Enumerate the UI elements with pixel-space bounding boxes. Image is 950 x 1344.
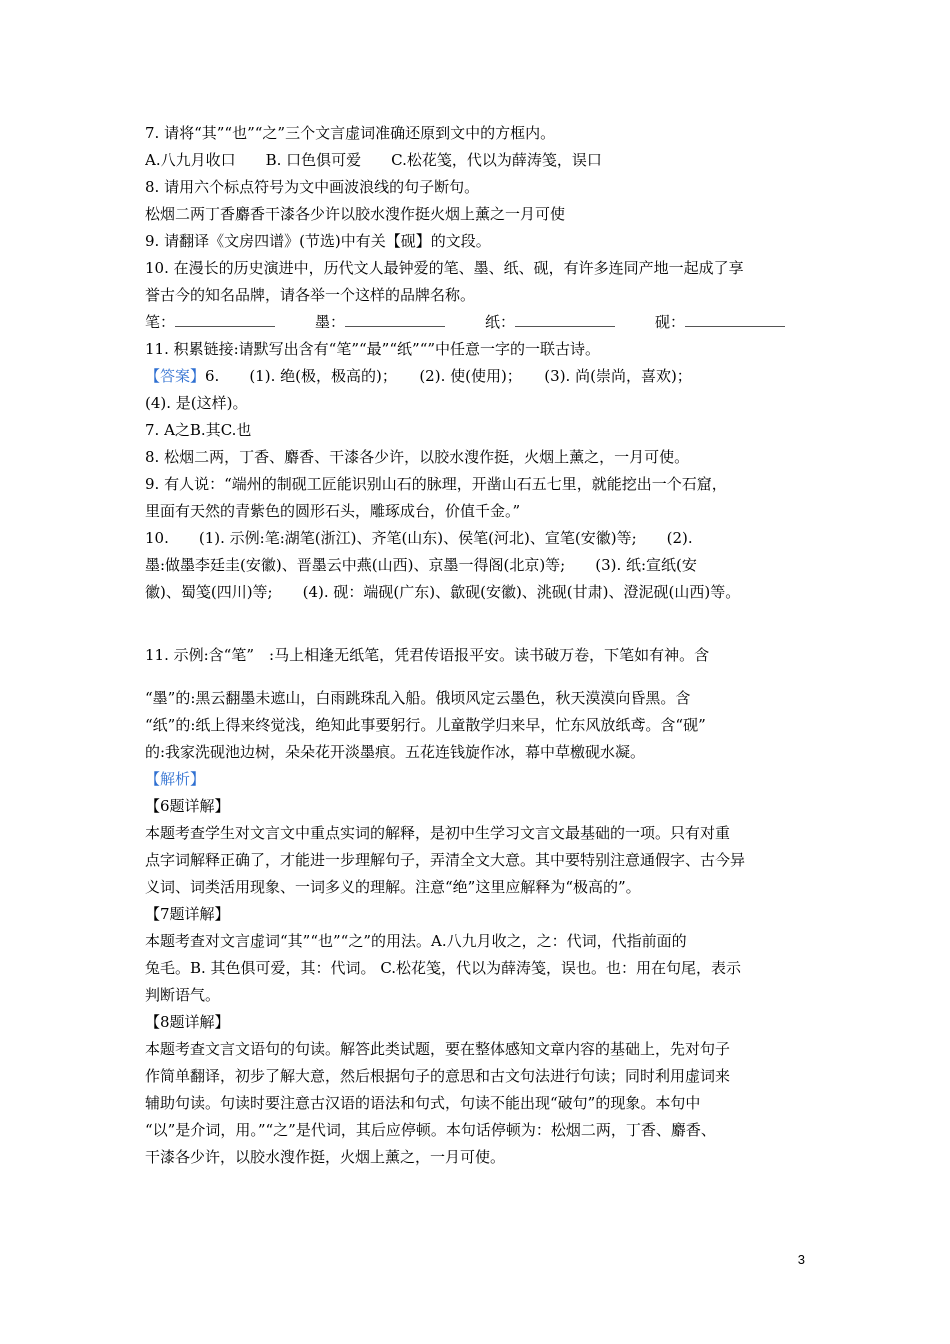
spacer: [145, 669, 820, 685]
blank-zhi: [515, 312, 615, 327]
fill-label-yan: 砚：: [655, 313, 686, 331]
answer-9-line-1: 9. 有人说：“端州的制砚工匠能识别山石的脉理，开凿山石五七里，就能挖出一个石窟，: [145, 475, 727, 493]
answer-11-line-1: 11. 示例:含“笔” :马上相逢无纸笔，凭君传语报平安。读书破万卷，下笔如有神。含: [145, 646, 710, 664]
detail-6-line-1: 本题考查学生对文言文中重点实词的解释，是初中生学习文言文最基础的一项。只有对重: [145, 824, 731, 842]
detail-8-line-2: 作简单翻译，初步了解大意，然后根据句子的意思和古文句法进行句读；同时利用虚词来: [145, 1067, 731, 1085]
question-9: 9. 请翻译《文房四谱》(节选)中有关【砚】的文段。: [145, 232, 491, 250]
detail-8-line-5: 干漆各少许，以胶水溲作挺，火烟上薰之，一月可使。: [145, 1148, 506, 1166]
answer-11-line-3: “纸”的:纸上得来终觉浅，绝知此事要躬行。儿童散学归来早，忙东风放纸鸢。含“砚”: [145, 716, 706, 734]
spacer: [145, 606, 820, 642]
answer-6-line-1: [145, 363, 820, 390]
answer-10-line-1: 10. (1). 示例:笔:湖笔(浙江)、齐笔(山东)、侯笔(河北)、宣笔(安徽)等; (2).: [145, 529, 693, 547]
answer-label: 【答案】: [145, 367, 206, 385]
question-10-line-2: 誉古今的知名品牌，请各举一个这样的品牌名称。: [145, 286, 476, 304]
answer-9-line-2: 里面有天然的青紫色的圆形石头，雕琢成台，价值千金。”: [145, 502, 521, 520]
question-7-options: A.八九月收口 B. 口色俱可爱 C.松花笺，代以为薛涛笺，误口: [145, 151, 602, 169]
answer-10-line-2: 墨:做墨李廷圭(安徽)、晋墨云中燕(山西)、京墨一得阁(北京)等; (3). 纸:宣纸(安: [145, 556, 697, 574]
fill-label-zhi: 纸：: [485, 313, 516, 331]
answer-11-line-4: 的:我家洗砚池边树，朵朵花开淡墨痕。五花连钱旋作冰，幕中草檄砚水凝。: [145, 743, 646, 761]
question-8: 8. 请用六个标点符号为文中画波浪线的句子断句。: [145, 178, 480, 196]
detail-7-line-1: 本题考查对文言虚词“其”“也”“之”的用法。A.八九月收之，之：代词，代指前面的: [145, 932, 687, 950]
answer-6-text: 6. (1). 绝(极，极高的)； (2). 使(使用)； (3). 尚(崇尚，喜欢)；: [205, 367, 692, 385]
blank-yan: [685, 312, 785, 327]
answer-10-line-3: 徽)、蜀笺(四川)等; (4). 砚：端砚(广东)、歙砚(安徽)、洮砚(甘肃)、澄泥砚(山西)等。: [145, 583, 741, 601]
analysis-label: 【解析】: [145, 770, 206, 788]
fill-blanks-row: [145, 309, 820, 336]
answer-7: 7. A之B.其C.也: [145, 421, 252, 439]
fill-label-mo: 墨：: [315, 313, 346, 331]
question-10-line-1: 10. 在漫长的历史演进中，历代文人最钟爱的笔、墨、纸、砚，有许多连同产地一起成了享: [145, 259, 744, 277]
blank-mo: [345, 312, 445, 327]
detail-8-heading: 【8题详解】: [145, 1013, 230, 1031]
detail-7-heading: 【7题详解】: [145, 905, 230, 923]
detail-7-line-3: 判断语气。: [145, 986, 221, 1004]
detail-6-heading: 【6题详解】: [145, 797, 230, 815]
answer-6-line-2: (4). 是(这样)。: [145, 394, 248, 412]
fill-label-bi: 笔：: [145, 313, 176, 331]
detail-6-line-3: 义词、词类活用现象、一词多义的理解。注意“绝”这里应解释为“极高的”。: [145, 878, 641, 896]
blank-bi: [175, 312, 275, 327]
document-body: [145, 120, 820, 1171]
detail-8-line-1: 本题考查文言文语句的句读。解答此类试题，要在整体感知文章内容的基础上，先对句子: [145, 1040, 731, 1058]
page-number: 3: [797, 1252, 805, 1267]
detail-6-line-2: 点字词解释正确了，才能进一步理解句子，弄清全文大意。其中要特别注意通假字、古今异: [145, 851, 746, 869]
detail-8-line-4: “以”是介词，用。”“之”是代词，其后应停顿。本句话停顿为：松烟二两，丁香、麝香、: [145, 1121, 716, 1139]
question-11: 11. 积累链接:请默写出含有“笔”“最”“纸”“”中任意一字的一联古诗。: [145, 340, 601, 358]
answer-11-line-2: “墨”的:黑云翻墨未遮山，白雨跳珠乱入船。俄顷风定云墨色，秋天漠漠向昏黑。含: [145, 689, 691, 707]
detail-8-line-3: 辅助句读。句读时要注意古汉语的语法和句式，句读不能出现“破句”的现象。本句中: [145, 1094, 701, 1112]
detail-7-line-2: 兔毛。B. 其色俱可爱，其：代词。 C.松花笺，代以为薛涛笺，误也。也：用在句尾，表示: [145, 959, 742, 977]
question-7: 7. 请将“其”“也”“之”三个文言虚词准确还原到文中的方框内。: [145, 124, 556, 142]
question-8-text: 松烟二两丁香麝香干漆各少许以胶水溲作挺火烟上薰之一月可使: [145, 205, 566, 223]
answer-8: 8. 松烟二两，丁香、麝香、干漆各少许，以胶水溲作挺，火烟上薰之，一月可使。: [145, 448, 690, 466]
